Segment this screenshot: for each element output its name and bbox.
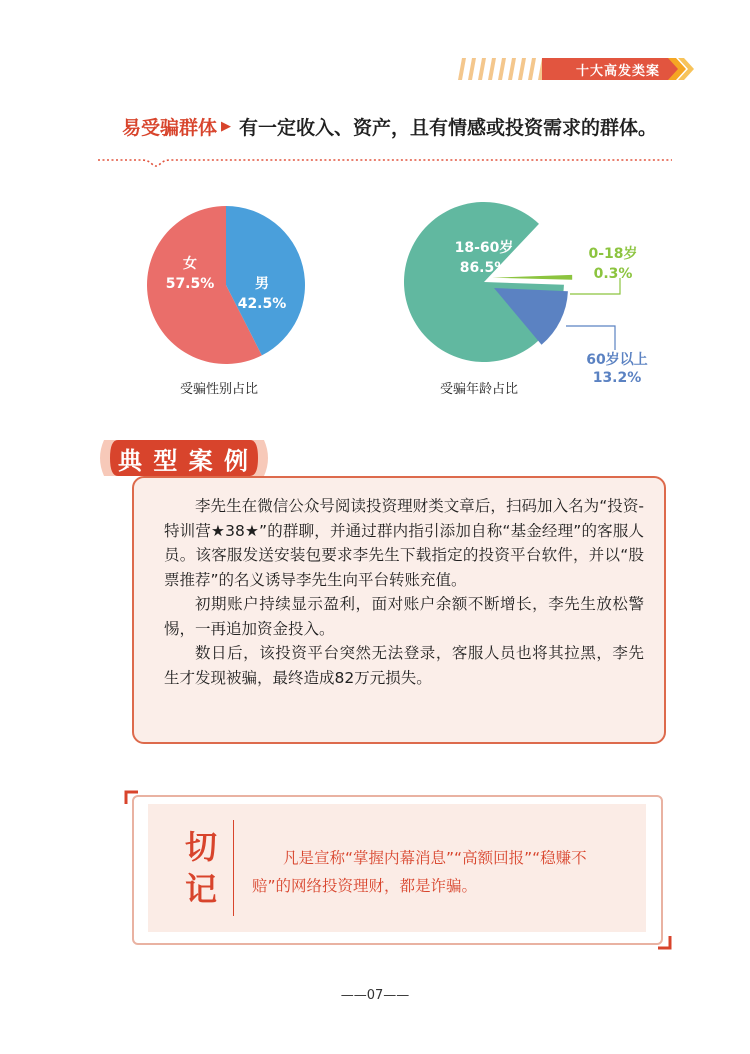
age-chart-caption: 受骗年龄占比	[440, 382, 519, 397]
header-chevron-icon	[668, 58, 694, 80]
warning-separator	[233, 820, 234, 916]
header-section-title: 十大高发类案	[575, 64, 660, 79]
warning-title-char: 记	[184, 870, 217, 908]
page-number-value: 07	[366, 988, 384, 1003]
pie-label-60-plus-value: 13.2%	[592, 370, 642, 386]
warning-title	[180, 826, 222, 910]
case-title-char: 案	[188, 446, 213, 475]
dotted-divider	[98, 154, 672, 174]
gender-chart-caption: 受骗性别占比	[180, 382, 259, 397]
case-title-char: 例	[223, 446, 248, 475]
case-title-char: 型	[153, 446, 178, 475]
pie-label-male-value: 42.5%	[237, 296, 287, 312]
pie-charts	[0, 190, 750, 410]
warning-title-char: 切	[184, 828, 217, 866]
corner-ornament-icon	[124, 790, 140, 806]
callout-line-60-plus	[566, 326, 615, 350]
pie-label-60-plus-name: 60岁以上	[586, 352, 648, 368]
pie-label-0-18-value: 0.3%	[593, 266, 633, 282]
case-banner-title	[118, 440, 248, 476]
header-stripes-decoration	[458, 58, 550, 80]
pie-label-0-18-name: 0-18岁	[588, 246, 638, 262]
case-title-char: 典	[118, 446, 142, 475]
triangle-right-icon: ▶	[221, 118, 232, 134]
warning-text: 凡是宣称“掌握内幕消息”“高额回报”“稳赚不赔”的网络投资理财，都是诈骗。	[252, 849, 587, 895]
charts-area	[0, 190, 750, 410]
case-paragraph: 李先生在微信公众号阅读投资理财类文章后，扫码加入名为“投资-特训营★38★”的群聊，并通过群内指引添加自称“基金经理”的客服人员。该客服发送安装包要求李先生下载指定的投资平台软件，并以“股票推荐”的名义诱导李先生向平台转账充值。	[164, 497, 644, 589]
pie-label-female-name: 女	[183, 256, 197, 272]
case-paragraph: 初期账户持续显示盈利，面对账户余额不断增长，李先生放松警惕，一再追加资金投入。	[164, 595, 644, 638]
pie-label-female-value: 57.5%	[165, 276, 215, 292]
corner-ornament-icon	[656, 934, 672, 950]
heading-text: 有一定收入、资产，且有情感或投资需求的群体。	[239, 116, 658, 139]
case-paragraph: 数日后，该投资平台突然无法登录，客服人员也将其拉黑，李先生才发现被骗，最终造成82万元损失。	[164, 644, 644, 687]
pie-label-18-60-name: 18-60岁	[454, 240, 514, 256]
pie-label-male-name: 男	[255, 276, 269, 292]
case-text	[164, 494, 644, 690]
victim-group-heading	[122, 111, 682, 141]
header-section-tag	[542, 58, 680, 80]
heading-label: 易受骗群体	[122, 116, 218, 139]
pie-label-18-60-value: 86.5%	[459, 260, 509, 276]
page-number: ——07——	[340, 988, 410, 1003]
